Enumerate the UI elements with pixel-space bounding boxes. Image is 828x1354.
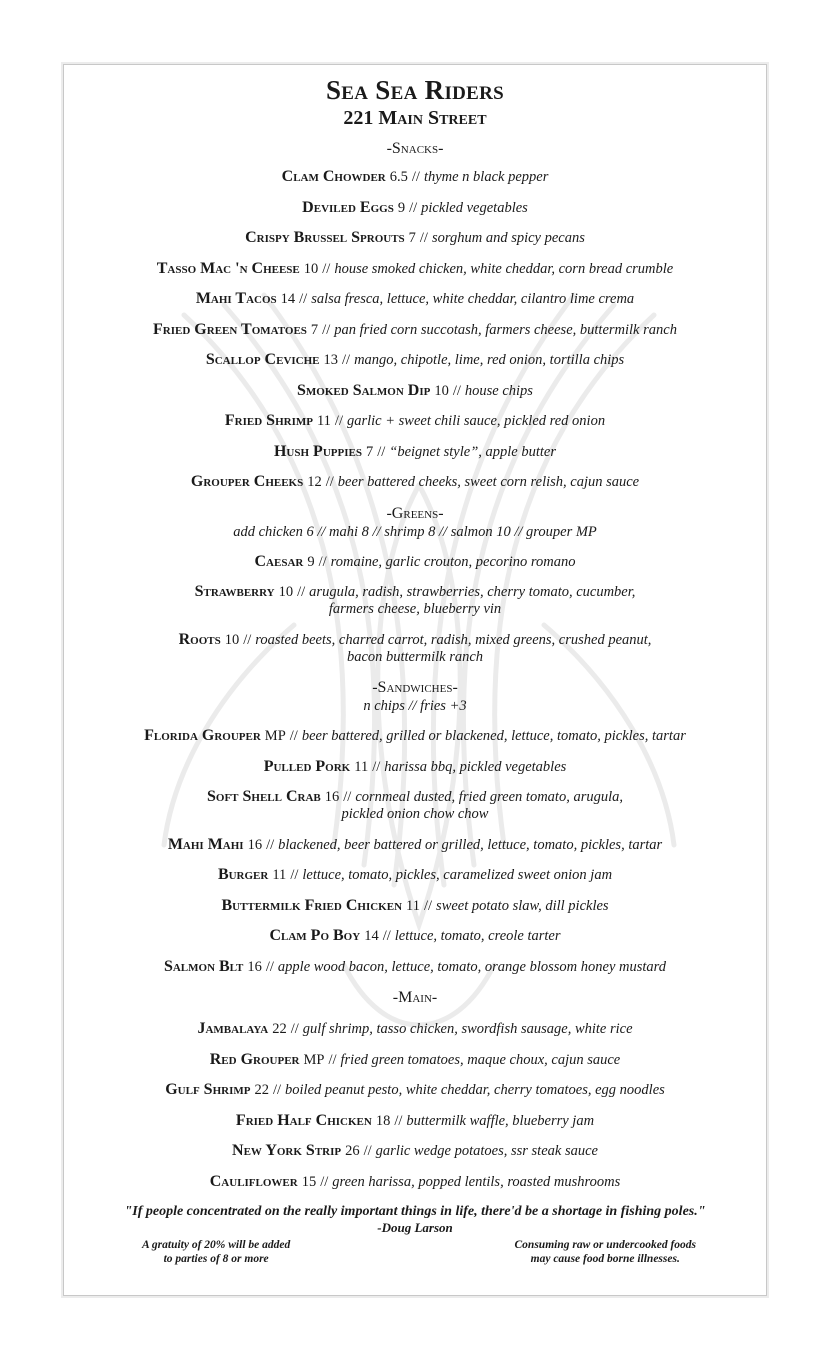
menu-item: [64, 321, 766, 339]
item-price: 11: [316, 413, 331, 429]
item-name: Cauliflower: [209, 1172, 298, 1190]
item-name: Gulf Shrimp: [165, 1081, 251, 1098]
item-description: lettuce, tomato, pickles, caramelized sweet onion jam: [302, 867, 613, 883]
item-name: Mahi Mahi: [167, 835, 244, 853]
footer-notes: [64, 1236, 766, 1266]
item-price: 11: [406, 897, 420, 914]
item-description: sorghum and spicy pecans: [431, 230, 585, 246]
item-name: Hush Puppies: [273, 442, 362, 460]
item-name: Fried Shrimp: [224, 412, 313, 429]
item-description: romaine, garlic crouton, pecorino romano: [330, 553, 576, 570]
gratuity-note: [142, 1238, 290, 1266]
item-price: 16: [324, 789, 340, 805]
item-price: 14: [364, 928, 379, 944]
item-description: beer battered, grilled or blackened, lettuce, tomato, pickles, tartar: [301, 728, 686, 744]
item-price: 22: [272, 1021, 287, 1037]
separator: //: [423, 897, 433, 914]
item-price: 13: [323, 352, 339, 368]
menu-item: [64, 382, 766, 400]
item-price: 10: [434, 382, 449, 399]
item-price: 6.5: [389, 169, 408, 185]
item-name: Mahi Tacos: [195, 290, 277, 307]
separator: //: [328, 1051, 337, 1068]
separator: //: [325, 474, 334, 490]
item-description: pan fried corn succotash, farmers cheese, buttermilk ranch: [334, 321, 677, 338]
item-description: cornmeal dusted, fried green tomato, arugula,: [355, 789, 623, 805]
menu-item: [64, 168, 766, 186]
snacks-list: [64, 168, 766, 491]
gratuity-note-line1: A gratuity of 20% will be added: [142, 1239, 291, 1251]
item-description: arugula, radish, strawberries, cherry tomato, cucumber,: [309, 584, 636, 600]
separator: //: [409, 199, 418, 216]
menu-item: [64, 1051, 766, 1069]
gratuity-note-line2: to parties of 8 or more: [163, 1253, 269, 1265]
item-price: 10: [278, 584, 294, 600]
menu-item: [64, 412, 766, 430]
item-name: Tasso Mac 'n Cheese: [156, 259, 300, 277]
item-name: Clam Chowder: [281, 168, 386, 185]
item-name: Pulled Pork: [263, 757, 351, 775]
item-description-cont: pickled onion chow chow: [341, 806, 489, 822]
separator: //: [394, 1112, 403, 1129]
item-name: Salmon Blt: [163, 957, 244, 975]
sandwiches-list: [64, 727, 766, 976]
menu-item: [64, 1081, 766, 1099]
separator: //: [243, 631, 252, 648]
item-name: Strawberry: [194, 583, 275, 600]
separator: //: [290, 1021, 299, 1037]
item-price: 7: [310, 321, 319, 338]
separator: //: [452, 382, 461, 399]
quote-author: -Doug Larson: [377, 1220, 453, 1235]
item-name: Scallop Ceviche: [205, 351, 320, 368]
food-safety-note-line1: Consuming raw or undercooked foods: [514, 1239, 696, 1251]
main-list: [64, 1020, 766, 1191]
item-price: 22: [254, 1082, 269, 1098]
item-name: Clam Po Boy: [269, 927, 361, 944]
separator: //: [272, 1082, 282, 1098]
separator: //: [266, 836, 275, 853]
menu-item: [64, 836, 766, 854]
item-name: Soft Shell Crab: [206, 788, 321, 805]
item-price: 7: [408, 230, 416, 246]
item-name: Jambalaya: [197, 1020, 269, 1037]
item-price: 18: [375, 1112, 391, 1129]
item-description: house smoked chicken, white cheddar, corn bread crumble: [334, 260, 674, 277]
section-heading-snacks: -Snacks-: [386, 140, 444, 157]
item-name: New York Strip: [232, 1142, 342, 1159]
menu-item: [64, 473, 766, 491]
item-price: 15: [301, 1173, 317, 1190]
menu-item: [64, 758, 766, 776]
restaurant-address: 221 Main Street: [343, 107, 487, 129]
separator: //: [342, 352, 351, 368]
separator: //: [363, 1143, 372, 1159]
item-price: 11: [272, 867, 287, 883]
separator: //: [334, 413, 343, 429]
menu-item: [64, 927, 766, 945]
item-description: green harissa, popped lentils, roasted mushrooms: [332, 1173, 621, 1190]
item-name: Burger: [217, 866, 269, 883]
item-description: beer battered cheeks, sweet corn relish, cajun sauce: [337, 474, 640, 490]
menu-item: [64, 897, 766, 915]
menu-item: [64, 631, 766, 666]
item-name: Smoked Salmon Dip: [297, 381, 431, 399]
menu-item: [64, 1112, 766, 1130]
menu-page: [63, 64, 767, 1296]
menu-item: [64, 1020, 766, 1038]
item-price: 10: [224, 631, 240, 648]
item-description: harissa bbq, pickled vegetables: [384, 758, 567, 775]
separator: //: [343, 789, 352, 805]
separator: //: [297, 584, 306, 600]
item-name: Caesar: [254, 552, 304, 570]
food-safety-note: [515, 1238, 696, 1266]
item-price: MP: [303, 1051, 325, 1068]
item-description: “beignet style”, apple butter: [389, 443, 556, 460]
item-name: Roots: [178, 630, 221, 648]
section-heading-main: -Main-: [392, 989, 438, 1006]
separator: //: [289, 728, 298, 744]
menu-item: [64, 553, 766, 571]
item-description: thyme n black pepper: [423, 169, 549, 185]
item-description: sweet potato slaw, dill pickles: [436, 897, 609, 914]
separator: //: [411, 169, 420, 185]
section-heading-greens: -Greens-: [386, 504, 444, 522]
item-description: house chips: [464, 382, 533, 399]
separator: //: [372, 758, 381, 775]
menu-item: [64, 583, 766, 618]
menu-item: [64, 727, 766, 745]
greens-list: [64, 553, 766, 666]
item-description: salsa fresca, lettuce, white cheddar, cilantro lime crema: [311, 291, 635, 307]
menu-item: [64, 199, 766, 217]
separator: //: [320, 1173, 329, 1190]
item-description: apple wood bacon, lettuce, tomato, orange blossom honey mustard: [277, 958, 667, 975]
item-description: gulf shrimp, tasso chicken, swordfish sausage, white rice: [302, 1021, 633, 1037]
item-price: 16: [247, 836, 263, 853]
item-name: Florida Grouper: [144, 727, 261, 744]
menu-item: [64, 229, 766, 247]
item-price: 9: [397, 199, 406, 216]
separator: //: [290, 867, 299, 883]
item-price: MP: [264, 728, 286, 744]
item-name: Fried Half Chicken: [235, 1111, 372, 1129]
menu-item: [64, 260, 766, 278]
item-price: 14: [280, 291, 296, 307]
sandwiches-sides-note: n chips // fries +3: [363, 698, 467, 714]
separator: //: [377, 443, 386, 460]
menu-item: [64, 290, 766, 308]
menu-item: [64, 351, 766, 369]
item-price: 9: [307, 553, 315, 570]
separator: //: [382, 928, 391, 944]
item-description: fried green tomatoes, maque choux, cajun sauce: [340, 1051, 621, 1068]
separator: //: [419, 230, 428, 246]
item-price: 16: [247, 958, 262, 975]
menu-item: [64, 1173, 766, 1191]
separator: //: [265, 958, 274, 975]
item-name: Crispy Brussel Sprouts: [245, 229, 405, 246]
menu-item: [64, 1142, 766, 1160]
menu-item: [64, 958, 766, 976]
item-price: 11: [354, 758, 369, 775]
food-safety-note-line2: may cause food borne illnesses.: [530, 1253, 680, 1265]
item-name: Grouper Cheeks: [190, 473, 304, 490]
item-price: 26: [345, 1143, 360, 1159]
item-name: Buttermilk Fried Chicken: [221, 896, 403, 914]
menu-item: [64, 866, 766, 884]
item-price: 10: [303, 260, 319, 277]
item-description: roasted beets, charred carrot, radish, mixed greens, crushed peanut,: [255, 631, 652, 648]
item-description: mango, chipotle, lime, red onion, tortilla chips: [354, 352, 625, 368]
restaurant-name: Sea Sea Riders: [325, 75, 505, 105]
separator: //: [322, 321, 331, 338]
section-heading-sandwiches: -Sandwiches-: [372, 679, 458, 696]
item-name: Deviled Eggs: [302, 198, 394, 216]
quote-text: "If people concentrated on the really important things in life, there'd be a shortage in fishing poles.": [124, 1204, 706, 1219]
item-description: boiled peanut pesto, white cheddar, cherry tomatoes, egg noodles: [285, 1082, 665, 1098]
item-description: lettuce, tomato, creole tarter: [394, 928, 561, 944]
separator: //: [322, 260, 331, 277]
item-description: garlic + sweet chili sauce, pickled red onion: [346, 413, 606, 429]
item-description: pickled vegetables: [421, 199, 528, 216]
item-description: blackened, beer battered or grilled, lettuce, tomato, pickles, tartar: [278, 836, 663, 853]
item-name: Fried Green Tomatoes: [153, 320, 307, 338]
item-price: 12: [307, 474, 322, 490]
item-description: buttermilk waffle, blueberry jam: [406, 1112, 595, 1129]
item-description: garlic wedge potatoes, ssr steak sauce: [375, 1143, 598, 1159]
menu-item: [64, 443, 766, 461]
item-description-cont: bacon buttermilk ranch: [346, 648, 484, 665]
greens-add-ons: add chicken 6 // mahi 8 // shrimp 8 // salmon 10 // grouper MP: [233, 523, 597, 540]
item-name: Red Grouper: [209, 1050, 300, 1068]
menu-item: [64, 788, 766, 823]
separator: //: [318, 553, 327, 570]
item-price: 7: [365, 443, 374, 460]
item-description-cont: farmers cheese, blueberry vin: [328, 601, 502, 617]
separator: //: [299, 291, 308, 307]
